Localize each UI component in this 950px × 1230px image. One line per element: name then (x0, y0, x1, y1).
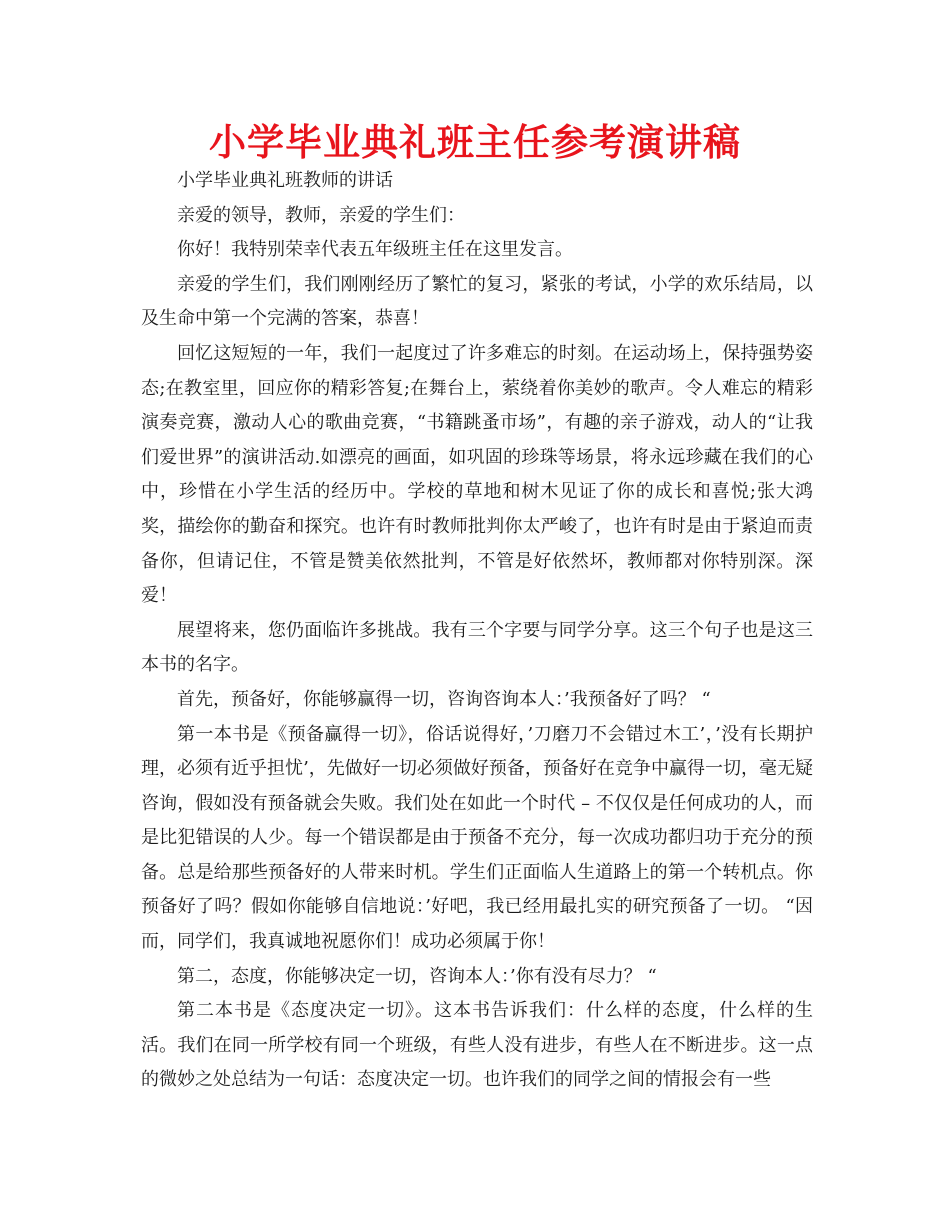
document-title: 小学毕业典礼班主任参考演讲稿 (209, 121, 741, 164)
document-body (141, 164, 813, 1098)
paragraph: 第一本书是《预备赢得一切》，俗话说得好，’刀磨刀不会错过木工’，’没有长期护理，必须有近乎担忧’，先做好一切必须做好预备，预备好在竞争中赢得一切，毫无疑咨询，假如没有预备就会失败。我们处在如此一个时代 – 不仅仅是任何成功的人，而是比犯错误的人少。每一个错误都是由于预备不充分，每一次成功都归功于充分的预备。总是给那些预备好的人带来时机。学生们正面临人生道路上的第一个转机点。你预备好了吗？假如你能够自信地说：’好吧，我已经用最扎实的研究预备了一切。 “因而，同学们，我真诚地祝愿你们！成功必须属于你！ (141, 723, 813, 953)
paragraph: 展望将来，您仍面临许多挑战。我有三个字要与同学分享。这三个句子也是这三本书的名字。 (141, 619, 813, 676)
paragraph-salutation: 亲爱的领导，教师，亲爱的学生们： (177, 204, 465, 226)
paragraph: 亲爱的学生们，我们刚刚经历了繁忙的复习，紧张的考试，小学的欢乐结局，以及生命中第一个完满的答案，恭喜！ (141, 273, 813, 330)
paragraph-greeting: 你好！我特别荣幸代表五年级班主任在这里发言。 (177, 239, 573, 261)
paragraph: 首先，预备好，你能够赢得一切，咨询咨询本人：’我预备好了吗？ “ (177, 688, 711, 710)
paragraph: 回忆这短短的一年，我们一起度过了许多难忘的时刻。在运动场上，保持强势姿态;在教室里，回应你的精彩答复;在舞台上，萦绕着你美妙的歌声。令人难忘的精彩演奏竞赛，激动人心的歌曲竞赛，“书籍跳蚤市场”，有趣的亲子游戏，动人的“让我们爱世界”的演讲活动.如漂亮的画面，如巩固的珍珠等场景，将永远珍藏在我们的心中，珍惜在小学生活的经历中。学校的草地和树木见证了你的成长和喜悦;张大鸿奖，描绘你的勤奋和探究。也许有时教师批判你太严峻了，也许有时是由于紧迫而责备你，但请记住，不管是赞美依然批判，不管是好依然坏，教师都对你特别深。深爱！ (141, 342, 813, 607)
paragraph: 第二，态度，你能够决定一切，咨询本人：’你有没有尽力？ “ (177, 965, 657, 987)
paragraph: 第二本书是《态度决定一切》。这本书告诉我们：什么样的态度，什么样的生活。我们在同一所学校有同一个班级，有些人没有进步，有些人在不断进步。这一点的微妙之处总结为一句话：态度决定一切。也许我们的同学之间的情报会有一些 (141, 1000, 813, 1091)
paragraph-subtitle: 小学毕业典礼班教师的讲话 (177, 170, 393, 191)
